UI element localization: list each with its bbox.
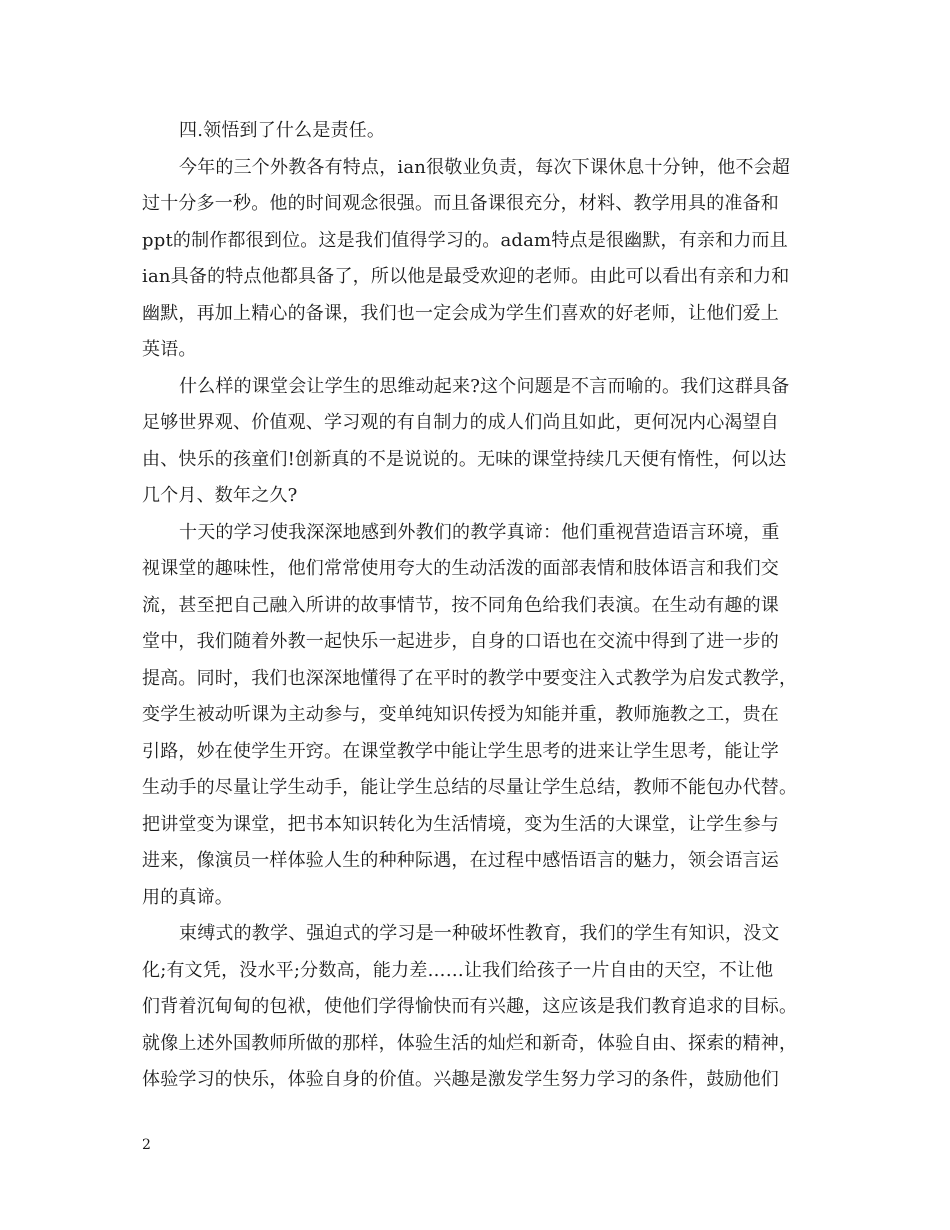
- text-line: 由、快乐的孩童们!创新真的不是说说的。无味的课堂持续几天便有惰性，何以达: [142, 448, 787, 470]
- text-line: 几个月、数年之久?: [142, 485, 298, 506]
- text-line: 引路，妙在使学生开窍。在课堂教学中能让学生思考的进来让学生思考，能让学: [142, 740, 779, 762]
- text-line: 束缚式的教学、强迫式的学习是一种破坏性教育，我们的学生有知识，没文: [179, 923, 780, 944]
- text-line: 把讲堂变为课堂，把书本知识转化为生活情境，变为生活的大课堂，让学生参与: [142, 813, 779, 835]
- paragraph-foreign-teachers: [142, 150, 810, 369]
- text-line: ppt的制作都很到位。这是我们值得学习的。adam特点是很幽默，有亲和力而且: [142, 229, 788, 251]
- text-line: 今年的三个外教各有特点，ian很敬业负责，每次下课休息十分钟，他不会超: [179, 156, 791, 178]
- paragraph-destructive-education: [142, 916, 810, 1099]
- text-line: 用的真谛。: [142, 886, 233, 908]
- text-line: 就像上述外国教师所做的那样，体验生活的灿烂和新奇，体验自由、探索的精神，: [142, 1032, 798, 1054]
- paragraph-classroom-thinking: [142, 369, 810, 515]
- text-line: 流，甚至把自己融入所讲的故事情节，按不同角色给我们表演。在生动有趣的课: [142, 594, 779, 616]
- paragraph-heading-responsibility: [142, 113, 810, 150]
- text-line: 提高。同时，我们也深深地懂得了在平时的教学中要变注入式教学为启发式教学，: [142, 667, 798, 689]
- text-line: 过十分多一秒。他的时间观念很强。而且备课很充分，材料、教学用具的准备和: [142, 193, 779, 214]
- document-body: [142, 113, 810, 1099]
- text-line: 四.领悟到了什么是责任。: [179, 120, 386, 141]
- text-line: 堂中，我们随着外教一起快乐一起进步，自身的口语也在交流中得到了进一步的: [142, 631, 779, 652]
- text-line: 什么样的课堂会让学生的思维动起来?这个问题是不言而喻的。我们这群具备: [179, 375, 790, 397]
- paragraph-teaching-essence: [142, 515, 810, 917]
- text-line: 进来，像演员一样体验人生的种种际遇，在过程中感悟语言的魅力，领会语言运: [142, 850, 779, 871]
- text-line: 幽默，再加上精心的备课，我们也一定会成为学生们喜欢的好老师，让他们爱上: [142, 302, 779, 324]
- page-number: 2: [142, 1137, 151, 1153]
- text-line: 体验学习的快乐，体验自身的价值。兴趣是激发学生努力学习的条件，鼓励他们: [142, 1069, 779, 1090]
- text-line: 足够世界观、价值观、学习观的有自制力的成人们尚且如此，更何况内心渴望自: [142, 412, 779, 433]
- text-line: 英语。: [142, 339, 197, 360]
- text-line: 生动手的尽量让学生动手，能让学生总结的尽量让学生总结，教师不能包办代替。: [142, 777, 798, 798]
- text-line: ian具备的特点他都具备了，所以他是最受欢迎的老师。由此可以看出有亲和力和: [142, 266, 790, 287]
- text-line: 化;有文凭，没水平;分数高，能力差……让我们给孩子一片自由的天空，不让他: [142, 959, 774, 981]
- text-line: 视课堂的趣味性，他们常常使用夸大的生动活泼的面部表情和肢体语言和我们交: [142, 558, 779, 579]
- text-line: 变学生被动听课为主动参与，变单纯知识传授为知能并重，教师施教之工，贵在: [142, 704, 779, 725]
- text-line: 们背着沉甸甸的包袱，使他们学得愉快而有兴趣，这应该是我们教育追求的目标。: [142, 996, 798, 1017]
- text-line: 十天的学习使我深深地感到外教们的教学真谛：他们重视营造语言环境，重: [179, 521, 780, 543]
